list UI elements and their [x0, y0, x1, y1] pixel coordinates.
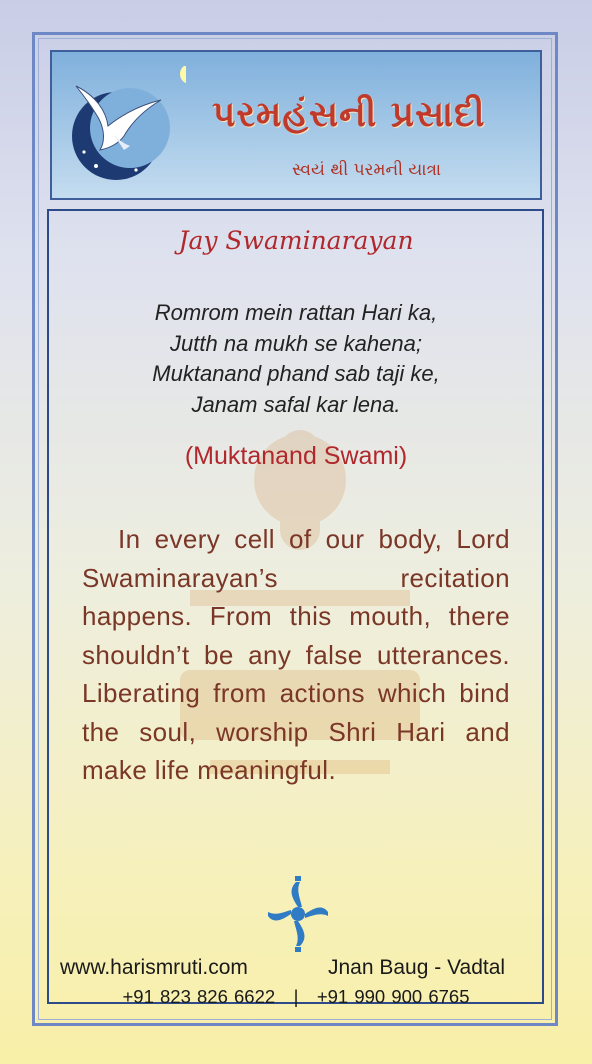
verse-author: (Muktanand Swami) [184, 442, 408, 470]
dove-moon-star-icon [66, 66, 186, 186]
verse-line: Muktanand phand sab taji ke, [152, 361, 440, 386]
header-title: પરમહંસની પ્રસાદી [212, 94, 486, 135]
header-banner [50, 50, 542, 200]
verse-line: Janam safal kar lena. [191, 391, 401, 417]
verse-line: Romrom mein rattan Hari ka, [154, 300, 438, 325]
header-subtitle: સ્વયં થી પરમની યાત્રા [292, 160, 442, 180]
swastik-emblem-icon [266, 876, 330, 952]
verse-line: Jutth na mukh se kahena; [170, 330, 422, 356]
verse [0, 298, 592, 420]
website-link[interactable]: www.harismruti.com [60, 956, 248, 979]
location-label: Jnan Baug - Vadtal [328, 956, 506, 979]
greeting: Jay Swaminarayan [178, 226, 414, 255]
verse-meaning: In every cell of our body, Lord Swaminarayan’s recitation happens. From this mouth, there shouldn’t be any false utterances. Liberating from actions which bind the soul, worship Shri Hari and make life meaningful. [82, 524, 510, 785]
phone-numbers: +91 823 826 6622 | +91 990 900 6765 [122, 986, 470, 1007]
